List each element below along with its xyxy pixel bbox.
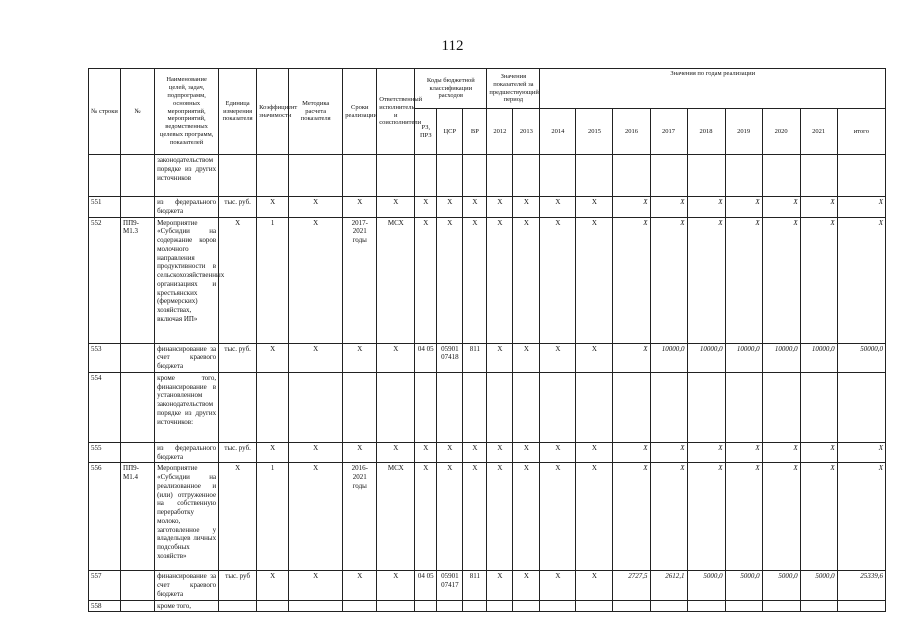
program-table [88, 68, 886, 612]
table-row [89, 155, 886, 197]
value-2020-cell: X [762, 217, 800, 343]
vr-cell: X [463, 463, 487, 571]
unit-cell: X [219, 463, 257, 571]
value-2014-cell [540, 155, 576, 197]
value-2013-cell [513, 372, 540, 442]
header-total: итого [837, 109, 885, 155]
header-unit: Единица измерения показателя [219, 69, 257, 155]
value-2018-cell: 10000,0 [687, 343, 725, 372]
header-rownum: № строки [89, 69, 121, 155]
value-2017-cell: X [650, 442, 687, 463]
value-2019-cell: X [725, 197, 762, 218]
value-2013-cell: X [513, 442, 540, 463]
value-2021-cell: X [800, 197, 837, 218]
value-2016-cell [613, 600, 650, 612]
value-2012-cell: X [487, 343, 513, 372]
unit-cell: X [219, 217, 257, 343]
terms-cell: X [343, 343, 377, 372]
table-row [89, 197, 886, 218]
csr-cell [437, 600, 463, 612]
coef-cell: 1 [257, 463, 289, 571]
table-row [89, 600, 886, 612]
header-2014: 2014 [540, 109, 576, 155]
header-coef: Коэффициент значимости [257, 69, 289, 155]
value-2014-cell: X [540, 343, 576, 372]
value-2021-cell: X [800, 217, 837, 343]
value-2020-cell: X [762, 463, 800, 571]
value-2012-cell: X [487, 197, 513, 218]
csr-cell: X [437, 442, 463, 463]
row-number-cell: 556 [89, 463, 121, 571]
resp-cell [377, 155, 415, 197]
vr-cell: 811 [463, 343, 487, 372]
value-2013-cell: X [513, 463, 540, 571]
value-2018-cell: X [687, 197, 725, 218]
value-2015-cell: X [576, 463, 613, 571]
value-2017-cell [650, 372, 687, 442]
csr-cell: X [437, 197, 463, 218]
csr-cell: X [437, 463, 463, 571]
header-method: Методика расчета показателя [289, 69, 343, 155]
value-2019-cell: 5000,0 [725, 571, 762, 600]
row-name-cell: из федерального бюджета [155, 197, 219, 218]
total-cell: X [837, 442, 885, 463]
value-2017-cell: X [650, 197, 687, 218]
table-row [89, 463, 886, 571]
terms-cell [343, 372, 377, 442]
rz-cell: X [415, 217, 437, 343]
coef-cell: X [257, 442, 289, 463]
value-2018-cell: X [687, 463, 725, 571]
total-cell: X [837, 217, 885, 343]
row-code-cell [121, 442, 155, 463]
header-2018: 2018 [687, 109, 725, 155]
value-2014-cell: X [540, 442, 576, 463]
value-2015-cell [576, 155, 613, 197]
value-2013-cell [513, 155, 540, 197]
value-2017-cell: X [650, 217, 687, 343]
header-2013: 2013 [513, 109, 540, 155]
unit-cell: тыс. руб. [219, 442, 257, 463]
value-2021-cell [800, 155, 837, 197]
value-2020-cell: 5000,0 [762, 571, 800, 600]
terms-cell: X [343, 442, 377, 463]
csr-cell: X [437, 217, 463, 343]
value-2014-cell: X [540, 197, 576, 218]
value-2015-cell: X [576, 197, 613, 218]
value-2016-cell [613, 372, 650, 442]
unit-cell: тыс. руб [219, 571, 257, 600]
header-terms: Сроки реализации [343, 69, 377, 155]
value-2020-cell: 10000,0 [762, 343, 800, 372]
unit-cell [219, 155, 257, 197]
value-2016-cell: X [613, 217, 650, 343]
rz-cell: 04 05 [415, 343, 437, 372]
resp-cell: X [377, 571, 415, 600]
value-2012-cell: X [487, 463, 513, 571]
vr-cell [463, 372, 487, 442]
unit-cell: тыс. руб. [219, 197, 257, 218]
value-2020-cell: X [762, 442, 800, 463]
value-2020-cell: X [762, 197, 800, 218]
value-2014-cell [540, 372, 576, 442]
vr-cell: 811 [463, 571, 487, 600]
value-2018-cell: X [687, 217, 725, 343]
method-cell [289, 372, 343, 442]
value-2013-cell: X [513, 343, 540, 372]
value-2021-cell [800, 600, 837, 612]
method-cell: X [289, 197, 343, 218]
value-2014-cell: X [540, 463, 576, 571]
value-2021-cell: 5000,0 [800, 571, 837, 600]
header-2019: 2019 [725, 109, 762, 155]
row-name-cell: финансирование за счет краевого бюджета [155, 343, 219, 372]
terms-cell [343, 600, 377, 612]
vr-cell: X [463, 217, 487, 343]
row-number-cell: 552 [89, 217, 121, 343]
row-code-cell [121, 343, 155, 372]
vr-cell [463, 155, 487, 197]
value-2014-cell [540, 600, 576, 612]
value-2015-cell: X [576, 343, 613, 372]
terms-cell: X [343, 571, 377, 600]
header-rz: РЗ, ПРЗ [415, 109, 437, 155]
value-2016-cell: 2727,5 [613, 571, 650, 600]
row-name-cell: кроме того, финансирование в установленном законодательством порядке из других источников: [155, 372, 219, 442]
method-cell [289, 155, 343, 197]
value-2017-cell: 10000,0 [650, 343, 687, 372]
terms-cell: X [343, 197, 377, 218]
resp-cell: X [377, 343, 415, 372]
total-cell: 50000,0 [837, 343, 885, 372]
row-code-cell [121, 155, 155, 197]
value-2018-cell: 5000,0 [687, 571, 725, 600]
rz-cell: X [415, 442, 437, 463]
method-cell: X [289, 442, 343, 463]
value-2016-cell: X [613, 197, 650, 218]
value-2017-cell: X [650, 463, 687, 571]
header-2017: 2017 [650, 109, 687, 155]
value-2012-cell: X [487, 217, 513, 343]
csr-cell [437, 372, 463, 442]
value-2014-cell: X [540, 571, 576, 600]
table-row [89, 372, 886, 442]
table-row [89, 217, 886, 343]
row-number-cell: 557 [89, 571, 121, 600]
value-2020-cell [762, 372, 800, 442]
terms-cell: 2016-2021 годы [343, 463, 377, 571]
header-2015: 2015 [576, 109, 613, 155]
value-2021-cell: 10000,0 [800, 343, 837, 372]
value-2016-cell: X [613, 442, 650, 463]
method-cell: X [289, 463, 343, 571]
row-code-cell [121, 600, 155, 612]
table-row [89, 442, 886, 463]
row-code-cell: ПП9-М1.3 [121, 217, 155, 343]
value-2018-cell [687, 372, 725, 442]
unit-cell [219, 372, 257, 442]
value-2012-cell [487, 600, 513, 612]
row-code-cell [121, 571, 155, 600]
value-2021-cell: X [800, 442, 837, 463]
row-name-cell: финансирование за счет краевого бюджета [155, 571, 219, 600]
value-2015-cell [576, 372, 613, 442]
row-number-cell: 558 [89, 600, 121, 612]
value-2017-cell [650, 600, 687, 612]
total-cell [837, 155, 885, 197]
vr-cell: X [463, 442, 487, 463]
coef-cell [257, 600, 289, 612]
header-vr: ВР [463, 109, 487, 155]
header-prev: Значения показателей за предшествующий период [487, 69, 540, 109]
coef-cell [257, 372, 289, 442]
total-cell [837, 600, 885, 612]
resp-cell [377, 372, 415, 442]
value-2012-cell: X [487, 571, 513, 600]
coef-cell: X [257, 197, 289, 218]
method-cell: X [289, 343, 343, 372]
row-code-cell: ПП9-М1.4 [121, 463, 155, 571]
row-name-cell: кроме того, [155, 600, 219, 612]
row-name-cell: Мероприятие «Субсидии на реализованное и (или) отгруженное на собственную переработку молоко, заготовленное у владельцев личных подсобных хозяйств» [155, 463, 219, 571]
coef-cell [257, 155, 289, 197]
resp-cell [377, 600, 415, 612]
csr-cell: 05901 07418 [437, 343, 463, 372]
header-resp: Ответственный исполнитель и соисполнители [377, 69, 415, 155]
value-2020-cell [762, 600, 800, 612]
terms-cell: 2017-2021 годы [343, 217, 377, 343]
value-2013-cell: X [513, 571, 540, 600]
rz-cell [415, 155, 437, 197]
value-2016-cell: X [613, 463, 650, 571]
total-cell [837, 372, 885, 442]
value-2017-cell: 2612,1 [650, 571, 687, 600]
value-2015-cell: X [576, 571, 613, 600]
rz-cell [415, 600, 437, 612]
value-2013-cell: X [513, 197, 540, 218]
header-name: Наименование целей, задач, подпрограмм, основных мероприятий, мероприятий, ведомственных целевых программ, показателей [155, 69, 219, 155]
row-name-cell: законодательством порядке из других источников [155, 155, 219, 197]
value-2015-cell: X [576, 217, 613, 343]
value-2019-cell: 10000,0 [725, 343, 762, 372]
value-2012-cell [487, 155, 513, 197]
value-2017-cell [650, 155, 687, 197]
row-number-cell: 554 [89, 372, 121, 442]
header-num: № [121, 69, 155, 155]
page-number: 112 [441, 38, 464, 54]
resp-cell: МСХ [377, 463, 415, 571]
method-cell [289, 600, 343, 612]
value-2019-cell: X [725, 463, 762, 571]
method-cell: X [289, 217, 343, 343]
value-2015-cell: X [576, 442, 613, 463]
resp-cell: X [377, 442, 415, 463]
value-2016-cell: X [613, 343, 650, 372]
total-cell: 25339,6 [837, 571, 885, 600]
value-2016-cell [613, 155, 650, 197]
unit-cell [219, 600, 257, 612]
value-2019-cell: X [725, 442, 762, 463]
value-2012-cell: X [487, 442, 513, 463]
vr-cell: X [463, 197, 487, 218]
row-number-cell: 553 [89, 343, 121, 372]
header-2021: 2021 [800, 109, 837, 155]
value-2019-cell [725, 372, 762, 442]
value-2021-cell: X [800, 463, 837, 571]
row-code-cell [121, 372, 155, 442]
header-codes: Коды бюджетной классификации расходов [415, 69, 487, 109]
table-row [89, 571, 886, 600]
value-2019-cell: X [725, 217, 762, 343]
method-cell: X [289, 571, 343, 600]
rz-cell: 04 05 [415, 571, 437, 600]
total-cell: X [837, 463, 885, 571]
header-2016: 2016 [613, 109, 650, 155]
coef-cell: 1 [257, 217, 289, 343]
header-2012: 2012 [487, 109, 513, 155]
value-2019-cell [725, 600, 762, 612]
rz-cell: X [415, 197, 437, 218]
coef-cell: X [257, 343, 289, 372]
vr-cell [463, 600, 487, 612]
value-2019-cell [725, 155, 762, 197]
value-2014-cell: X [540, 217, 576, 343]
resp-cell: МСХ [377, 217, 415, 343]
resp-cell: X [377, 197, 415, 218]
value-2018-cell [687, 600, 725, 612]
row-number-cell: 551 [89, 197, 121, 218]
value-2020-cell [762, 155, 800, 197]
value-2015-cell [576, 600, 613, 612]
header-2020: 2020 [762, 109, 800, 155]
value-2018-cell: X [687, 442, 725, 463]
csr-cell [437, 155, 463, 197]
row-number-cell: 555 [89, 442, 121, 463]
header-csr: ЦСР [437, 109, 463, 155]
header-years-title: Значения по годам реализации [540, 69, 886, 109]
csr-cell: 05901 07417 [437, 571, 463, 600]
value-2013-cell [513, 600, 540, 612]
rz-cell: X [415, 463, 437, 571]
total-cell: X [837, 197, 885, 218]
rz-cell [415, 372, 437, 442]
value-2013-cell: X [513, 217, 540, 343]
value-2018-cell [687, 155, 725, 197]
row-code-cell [121, 197, 155, 218]
terms-cell [343, 155, 377, 197]
unit-cell: тыс. руб. [219, 343, 257, 372]
coef-cell: X [257, 571, 289, 600]
row-number-cell [89, 155, 121, 197]
row-name-cell: из федерального бюджета [155, 442, 219, 463]
table-row [89, 343, 886, 372]
row-name-cell: Мероприятие «Субсидии на содержание коров молочного направления продуктивности в сельскохозяйственных организациях и крестьянских (фермерских) хозяйствах, включая ИП» [155, 217, 219, 343]
value-2012-cell [487, 372, 513, 442]
value-2021-cell [800, 372, 837, 442]
